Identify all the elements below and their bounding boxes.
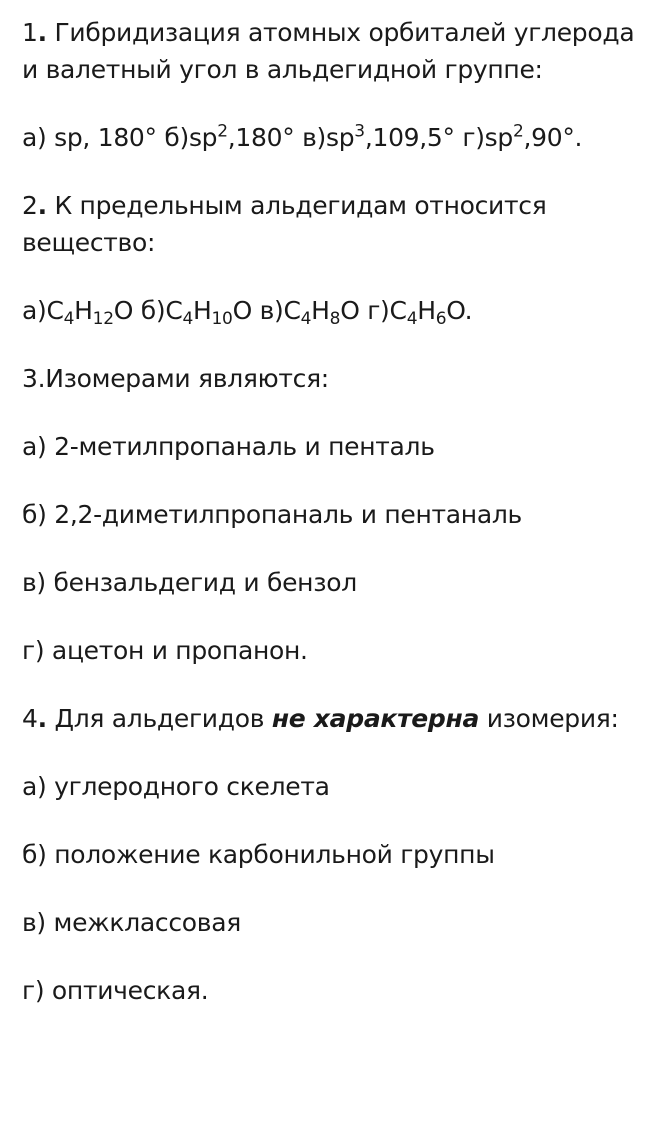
question-4 — [22, 700, 642, 737]
formula-text: H — [193, 296, 212, 325]
question-2-text: К предельным альдегидам относится вещество: — [22, 191, 547, 257]
subscript: 6 — [435, 309, 447, 330]
question-3-option-d: г) ацетон и пропанон. — [22, 636, 308, 665]
question-4-emphasis: не характерна — [271, 704, 480, 733]
question-4-option-b: б) положение карбонильной группы — [22, 840, 495, 869]
question-2-dot: . — [37, 191, 47, 220]
question-4-option-a: а) углеродного скелета — [22, 772, 330, 801]
answer-text: ,109,5° г)sp — [364, 123, 513, 152]
question-4-text-end: изомерия: — [479, 704, 619, 733]
question-1-answers — [22, 119, 642, 156]
answer-text: ,90°. — [523, 123, 583, 152]
formula-text: H — [74, 296, 93, 325]
question-2-number: 2 — [22, 191, 38, 220]
question-4-option-c: в) межклассовая — [22, 908, 241, 937]
subscript: 4 — [182, 309, 194, 330]
question-2-answers — [22, 292, 642, 329]
question-3-option-b: б) 2,2-диметилпропаналь и пентаналь — [22, 500, 522, 529]
formula-text: O г)C — [340, 296, 407, 325]
subscript: 12 — [92, 309, 114, 330]
question-4-option-d: г) оптическая. — [22, 976, 209, 1005]
document-page — [22, 14, 642, 1009]
formula-text: H — [417, 296, 436, 325]
subscript: 4 — [406, 309, 418, 330]
formula-text: H — [311, 296, 330, 325]
subscript: 8 — [329, 309, 341, 330]
answer-text: а) sp, 180° б)sp — [22, 123, 218, 152]
question-3: 3.Изомерами являются: — [22, 364, 329, 393]
question-1-text: Гибридизация атомных орбиталей углерода и валетный угол в альдегидной группе: — [22, 18, 635, 84]
subscript: 4 — [63, 309, 75, 330]
superscript: 2 — [512, 121, 524, 142]
question-4-text: Для альдегидов — [46, 704, 272, 733]
answer-text: ,180° в)sp — [227, 123, 355, 152]
subscript: 10 — [211, 309, 233, 330]
subscript: 4 — [300, 309, 312, 330]
question-4-dot: . — [37, 704, 47, 733]
question-3-option-a: а) 2-метилпропаналь и пенталь — [22, 432, 435, 461]
superscript: 3 — [354, 121, 365, 142]
formula-text: O. — [446, 296, 473, 325]
question-1-dot: . — [37, 18, 47, 47]
question-2 — [22, 187, 642, 261]
superscript: 2 — [217, 121, 228, 142]
formula-text: а)C — [22, 296, 64, 325]
question-1-number: 1 — [22, 18, 38, 47]
formula-text: O б)C — [113, 296, 183, 325]
formula-text: O в)C — [232, 296, 301, 325]
question-1 — [22, 14, 642, 88]
question-3-option-c: в) бензальдегид и бензол — [22, 568, 357, 597]
question-4-number: 4 — [22, 704, 38, 733]
